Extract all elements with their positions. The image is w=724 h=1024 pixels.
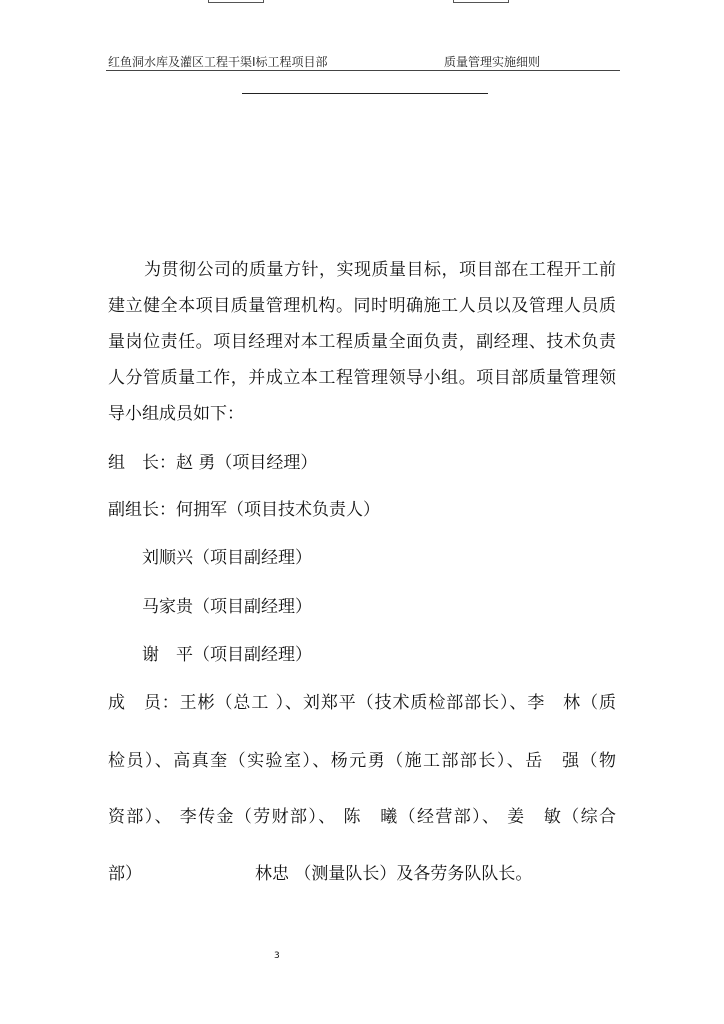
page-number: 3 — [274, 951, 280, 961]
top-box-right — [453, 0, 509, 3]
header-rule — [106, 70, 620, 71]
members-line-4b: 林忠 （测量队长）及各劳务队队长。 — [255, 864, 533, 884]
title-rule — [242, 93, 488, 94]
members-line-2: 检员）、高真奎（实验室）、杨元勇（施工部部长）、岳 强（物 — [108, 751, 616, 771]
deputy-line-3: 马家贵（项目副经理） — [142, 597, 312, 617]
deputy-line-4: 谢 平（项目副经理） — [142, 645, 312, 665]
top-box-left — [208, 0, 264, 3]
deputy-line: 副组长：何拥军（项目技术负责人） — [108, 500, 380, 520]
header-right: 质量管理实施细则 — [444, 55, 541, 69]
header-left: 红鱼洞水库及灌区工程干渠Ⅰ标工程项目部 — [108, 55, 328, 69]
members-line-3: 资部）、 李传金（劳财部）、 陈 曦（经营部）、 姜 敏（综合 — [108, 807, 616, 827]
members-line-1: 成 员：王彬（总工 ）、刘郑平（技术质检部部长）、李 林（质 — [108, 693, 616, 713]
intro-paragraph: 为贯彻公司的质量方针，实现质量目标，项目部在工程开工前建立健全本项目质量管理机构。同时明确施工人员以及管理人员质量岗位责任。项目经理对本工程质量全面负责，副经理、技术负责人分管质量工作，并成立本工程管理领导小组。项目部质量管理领导小组成员如下： — [108, 260, 616, 424]
deputy-line-2: 刘顺兴（项目副经理） — [142, 548, 312, 568]
leader-line: 组 长：赵 勇（项目经理） — [108, 453, 318, 473]
members-line-4a: 部） — [108, 864, 142, 884]
